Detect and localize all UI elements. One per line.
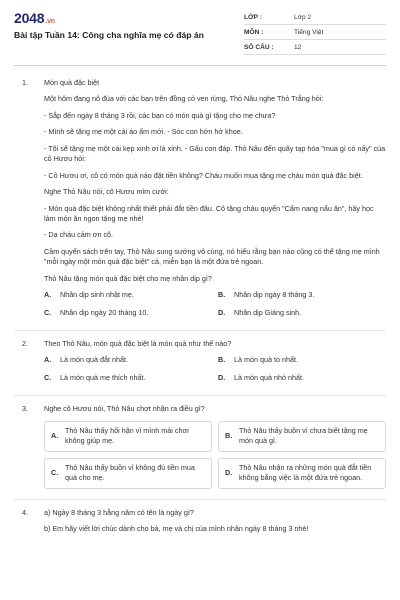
question-body xyxy=(44,404,386,488)
question-2 xyxy=(14,339,386,391)
option-letter: D. xyxy=(225,467,233,477)
option-letter: D. xyxy=(218,307,226,317)
meta-key: MÔN : xyxy=(244,28,264,36)
option-text: Thỏ Nâu thấy buồn vì không đủ tiền mua quà cho mẹ. xyxy=(65,462,195,483)
reading-title: Món quà đặc biệt xyxy=(44,78,100,87)
option-letter: C. xyxy=(44,372,52,382)
option-text: Là món quà đắt nhất. xyxy=(60,355,128,365)
question-number: 1. xyxy=(22,78,28,87)
option-text: Là món quà to nhất. xyxy=(234,355,298,365)
question-divider xyxy=(14,499,386,500)
option-a[interactable] xyxy=(44,290,212,300)
option-letter: B. xyxy=(218,290,226,300)
reading-paragraph: - Dạ cháu cảm ơn cô. xyxy=(44,230,114,240)
option-a[interactable] xyxy=(44,421,212,452)
option-letter: D. xyxy=(218,372,226,382)
question-4 xyxy=(14,508,386,541)
option-text: Thỏ Nâu nhận ra những món quà đắt tiền không bằng việc là một đứa trẻ ngoan. xyxy=(239,462,372,483)
option-b[interactable] xyxy=(218,290,386,300)
meta-key: SỐ CÂU : xyxy=(244,43,274,51)
option-text: Thỏ Nâu thấy buồn vì chưa biết tặng mẹ món quà gì. xyxy=(239,425,368,446)
reading-paragraph: - Sắp đến ngày 8 tháng 3 rồi, các bạn có món quà gì tặng cho mẹ chưa? xyxy=(44,110,276,120)
header-left xyxy=(14,10,204,40)
option-c[interactable] xyxy=(44,308,212,318)
reading-paragraph: - Mình sẽ tặng mẹ một cái áo ấm mới. - Sóc con hớn hở khoe. xyxy=(44,127,243,137)
option-c[interactable] xyxy=(44,373,212,383)
answer-options xyxy=(44,355,386,383)
reading-paragraph: - Cô Hươu ơi, cô có món quà nào đặt tiền không? Cháu muốn mua tặng mẹ cháu món quà đặc biệt. xyxy=(44,170,363,180)
question-number: 4. xyxy=(22,507,28,517)
option-text: Là món quà mẹ thích nhất. xyxy=(60,372,146,382)
answer-options xyxy=(44,421,386,489)
meta-key: LỚP : xyxy=(244,13,262,21)
option-b[interactable] xyxy=(218,355,386,365)
reading-paragraph: Nghe Thỏ Nâu nói, cô Hươu mỉm cười: xyxy=(44,187,169,197)
option-text: Nhân dịp ngày 8 tháng 3. xyxy=(234,290,315,300)
option-text: Là món quà nhỏ nhất. xyxy=(234,372,304,382)
question-prompt: Theo Thỏ Nâu, món quà đặc biệt là món quà như thế nào? xyxy=(44,339,232,348)
page-title: Bài tập Tuần 14: Công cha nghĩa mẹ có đáp án xyxy=(14,30,204,40)
option-d[interactable] xyxy=(218,458,386,489)
option-d[interactable] xyxy=(218,373,386,383)
option-letter: B. xyxy=(218,355,226,365)
question-number: 3. xyxy=(22,404,28,414)
question-prompt: Thỏ Nâu tặng món quà đặc biệt cho mẹ nhân dịp gì? xyxy=(44,273,212,283)
question-prompt: Nghe cô Hươu nói, Thỏ Nâu chợt nhận ra điều gì? xyxy=(44,404,205,414)
question-divider xyxy=(14,395,386,396)
option-c[interactable] xyxy=(44,458,212,489)
option-text: Nhân dịp sinh nhật mẹ. xyxy=(60,290,134,300)
meta-value: 12 xyxy=(294,43,302,51)
reading-paragraph: Cầm quyển sách trên tay, Thỏ Nâu sung sướng vô cùng, nó hiểu rằng bạn nào cũng có thể tặng mẹ mình "mỗi ngày một món quà đặc biệt" cả, miễn bạn là một đứa trẻ ngoan. xyxy=(44,246,380,267)
reading-paragraph: - Tôi sẽ tặng mẹ một cái kẹp xinh ơi là xinh. - Gấu con đáp. Thỏ Nâu đến quây tạp hóa "mua gì có nấy" của cô Hươu hỏi: xyxy=(44,143,386,164)
meta-row-count xyxy=(244,40,386,55)
question-body xyxy=(44,508,386,541)
meta-row-class xyxy=(244,10,386,25)
brand-logo[interactable] xyxy=(14,10,204,26)
answer-options xyxy=(44,290,386,318)
option-b[interactable] xyxy=(218,421,386,452)
question-1 xyxy=(14,78,386,326)
meta-table xyxy=(244,10,386,55)
question-body xyxy=(44,339,386,391)
option-text: Nhân dịp ngày 20 tháng 10. xyxy=(60,307,149,317)
header xyxy=(14,10,386,55)
option-letter: A. xyxy=(44,355,52,365)
question-divider xyxy=(14,330,386,331)
brand-tld: .vn xyxy=(45,18,55,25)
option-letter: C. xyxy=(44,307,52,317)
question-3 xyxy=(14,404,386,488)
reading-paragraph: - Món quà đặc biệt không nhất thiết phải đắt tiền đâu. Cô tặng cháu quyển "Cẩm nang nấu ăn", hãy học làm món ăn ngon tặng mẹ nhé! xyxy=(44,203,374,223)
question-prompt: a) Ngày 8 tháng 3 hằng năm có tên là ngày gì? xyxy=(44,507,194,517)
meta-value: Lớp 2 xyxy=(294,13,312,21)
option-letter: B. xyxy=(225,430,233,440)
meta-row-subject xyxy=(244,25,386,40)
option-text: Thỏ Nâu thấy hối hận vì mình mải chơi không giúp mẹ. xyxy=(65,425,189,446)
question-body xyxy=(44,78,386,326)
reading-paragraph: Một hôm đang nô đùa với các bạn trên đồng cỏ ven rừng, Thỏ Nâu nghe Thỏ Trắng hỏi: xyxy=(44,94,324,104)
option-text: Nhân dịp Giáng sinh. xyxy=(234,307,302,317)
option-d[interactable] xyxy=(218,308,386,318)
meta-value: Tiếng Việt xyxy=(294,28,324,36)
brand-name: 2048 xyxy=(14,10,45,26)
option-letter: A. xyxy=(51,430,59,440)
option-a[interactable] xyxy=(44,355,212,365)
question-prompt: b) Em hãy viết lời chúc dành cho bà, mẹ và chị của mình nhân ngày 8 tháng 3 nhé! xyxy=(44,523,309,533)
question-number: 2. xyxy=(22,339,28,348)
option-letter: C. xyxy=(51,467,59,477)
option-letter: A. xyxy=(44,290,52,300)
